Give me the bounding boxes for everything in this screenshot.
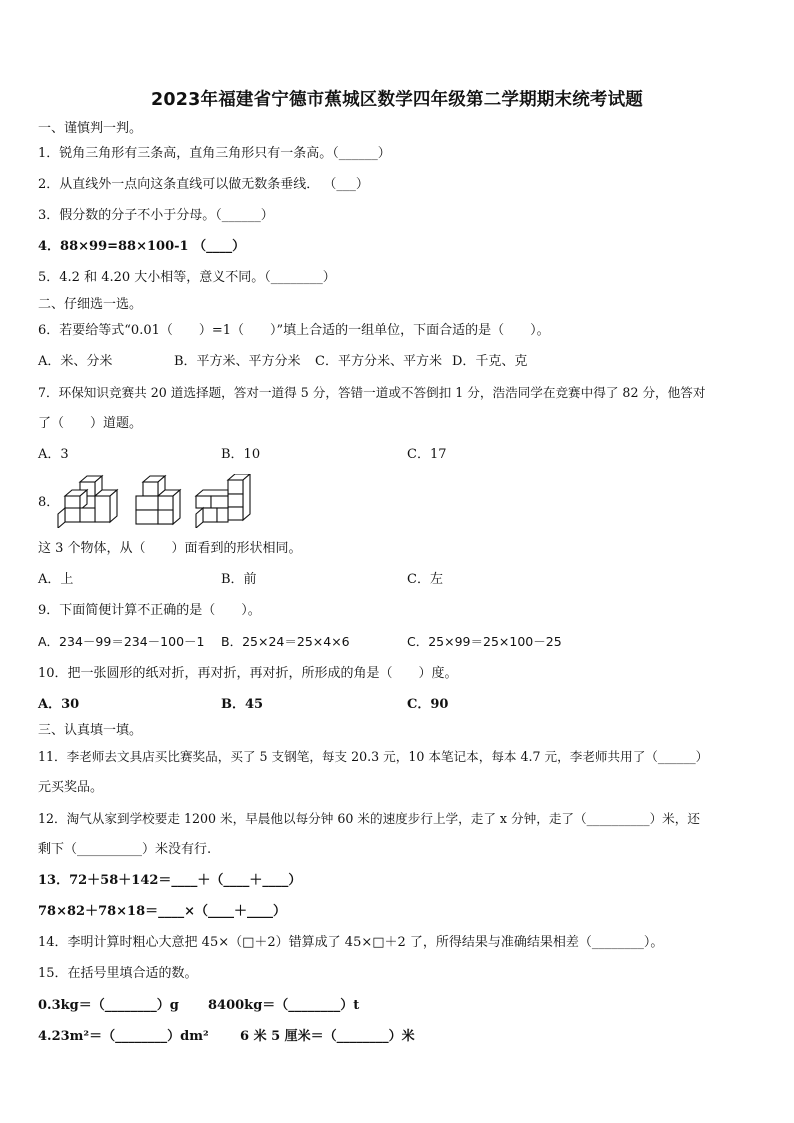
- page-title: 2023年福建省宁德市蕉城区数学四年级第二学期期末统考试题: [150, 90, 643, 110]
- q8-option-a: A．上: [38, 572, 74, 587]
- question-11-line-1: 11．李老师去文具店买比赛奖品，买了 5 支钢笔，每支 20.3 元，10 本笔记本，每本 4.7 元，李老师共用了（______）: [38, 749, 709, 764]
- q15-part-c: 4.23m²＝（________）dm²: [38, 1029, 209, 1044]
- question-12-line-2: 剩下（__________）米没有行.: [38, 842, 212, 857]
- q6-option-b: B．平方米、平方分米: [174, 354, 301, 369]
- q9-option-a: A．234－99＝234－100－1: [38, 634, 205, 649]
- q10-option-c: C．90: [407, 697, 449, 712]
- section-heading-fill: 三、认真填一填。: [38, 723, 143, 738]
- question-11-line-2: 元买奖品。: [38, 780, 104, 795]
- question-13-line-1: 13．72＋58＋142＝____＋（____＋____）: [38, 873, 302, 888]
- question-2: 2．从直线外一点向这条直线可以做无数条垂线． （___）: [38, 177, 369, 192]
- q9-option-b: B．25×24＝25×4×6: [221, 634, 350, 649]
- q10-option-a: A．30: [38, 697, 80, 712]
- question-15: 15．在括号里填合适的数。: [38, 966, 198, 981]
- question-8-text: 这 3 个物体，从（ ）面看到的形状相同。: [38, 541, 302, 556]
- cube-figure-3: [194, 474, 252, 528]
- q7-option-c: C．17: [407, 447, 447, 462]
- cube-figure-2: [134, 474, 184, 528]
- question-7-line-2: 了（ ）道题。: [38, 416, 143, 431]
- question-14: 14．李明计算时粗心大意把 45×（□＋2）错算成了 45×□＋2 了，所得结果与准确结果相差（________）。: [38, 935, 664, 950]
- q7-option-b: B．10: [221, 447, 261, 462]
- question-4: 4．88×99=88×100-1 （____）: [38, 239, 246, 254]
- q10-option-b: B．45: [221, 697, 264, 712]
- question-10: 10．把一张圆形的纸对折，再对折，再对折，所形成的角是（ ）度。: [38, 666, 458, 681]
- cube-figure-1: [56, 474, 120, 528]
- q15-part-b: 8400kg＝（________）t: [208, 998, 360, 1013]
- q6-option-c: C．平方分米、平方米: [315, 354, 442, 369]
- question-12-line-1: 12．淘气从家到学校要走 1200 米，早晨他以每分钟 60 米的速度步行上学，走了 x 分钟，走了（__________）米，还: [38, 811, 700, 826]
- q7-option-a: A．3: [38, 447, 69, 462]
- question-13-line-2: 78×82＋78×18＝____×（____＋____）: [38, 904, 287, 919]
- q8-option-b: B．前: [221, 572, 257, 587]
- q15-part-d: 6 米 5 厘米＝（________）米: [240, 1029, 415, 1044]
- section-heading-choose: 二、仔细选一选。: [38, 297, 143, 312]
- q6-option-a: A．米、分米: [38, 354, 113, 369]
- q8-option-c: C．左: [407, 572, 443, 587]
- section-heading-judge: 一、谨慎判一判。: [38, 121, 143, 136]
- question-7-line-1: 7．环保知识竞赛共 20 道选择题，答对一道得 5 分，答错一道或不答倒扣 1 分，浩浩同学在竞赛中得了 82 分，他答对: [38, 385, 706, 400]
- q15-part-a: 0.3kg＝（________）g: [38, 998, 179, 1013]
- q6-option-d: D．千克、克: [452, 354, 528, 369]
- question-1: 1．锐角三角形有三条高，直角三角形只有一条高。（______）: [38, 146, 391, 161]
- question-5: 5．4.2 和 4.20 大小相等，意义不同。（________）: [38, 270, 336, 285]
- question-6: 6．若要给等式“0.01（ ）=1（ ）”填上合适的一组单位，下面合适的是（ ）。: [38, 323, 550, 338]
- question-9: 9．下面简便计算不正确的是（ ）。: [38, 603, 261, 618]
- question-8-number: 8．: [38, 495, 60, 510]
- question-3: 3．假分数的分子不小于分母。（______）: [38, 208, 274, 223]
- q9-option-c: C．25×99＝25×100－25: [407, 634, 562, 649]
